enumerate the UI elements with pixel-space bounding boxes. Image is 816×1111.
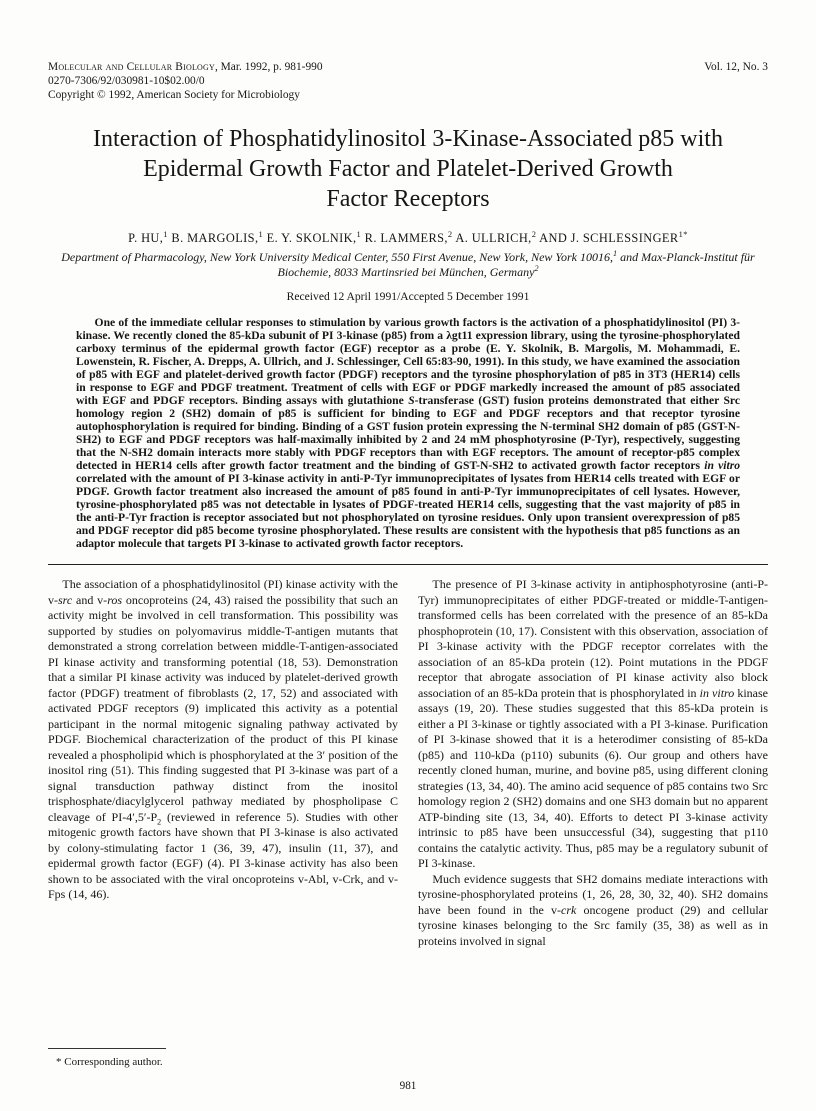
text-run: R. LAMMERS, bbox=[361, 231, 448, 246]
italic-run: S bbox=[408, 394, 415, 408]
text-run: The presence of PI 3-kinase activity in antiphosphotyrosine (anti-P-Tyr) immunoprecipitates of either PDGF-treated or middle-T-antigen-transformed cells has been correlated with the presence of an 85-kDa phosphoprotein (10, 17). Consistent with this observation, association of PI 3-kinase activity with the PDGF receptor correlates with the association of an 85-kDa protein (12). Point mutations in the PDGF receptor that abrogate association of PI kinase activity also block association of an 85-kDa protein that is phosphorylated in bbox=[418, 577, 768, 700]
title-line: Factor Receptors bbox=[326, 186, 490, 212]
italic-run: in vitro bbox=[704, 459, 741, 473]
superscript: 1 bbox=[163, 228, 168, 239]
received-dates: Received 12 April 1991/Accepted 5 December 1991 bbox=[286, 290, 530, 304]
body-column-right bbox=[418, 577, 768, 949]
subscript: 2 bbox=[157, 816, 162, 826]
text-run: kinase assays (19, 20). These studies suggested that this 85-kDa protein is either a PI 3-kinase or tightly associated with a PI 3-kinase. Purification of PI 3-kinase showed that it is a heterodimer consisting of 85-kDa (p85) and 110-kDa (p110) subunits (6). Our group and others have recently cloned human, murine, and bovine p85, using different cloning strategies (13, 34, 40). The amino acid sequence of p85 contains two Src homology region 2 (SH2) domains and one SH3 domain but no apparent ATP-binding site (13, 34, 40). Efforts to detect PI 3-kinase activity intrinsic to p85 have been unsuccessful (34), suggesting that p110 contains the catalytic activity. Thus, p85 may be a regulatory subunit of PI 3-kinase. bbox=[418, 685, 768, 871]
text-run: and v- bbox=[72, 592, 108, 607]
author-list bbox=[48, 230, 768, 246]
body-paragraph bbox=[418, 872, 768, 950]
superscript: 1 bbox=[613, 249, 618, 259]
superscript: 1 bbox=[356, 228, 362, 239]
title-line: Epidermal Growth Factor and Platelet-Derived Growth bbox=[143, 156, 673, 182]
copyright-line: Copyright © 1992, American Society for Microbiology bbox=[48, 89, 300, 101]
italic-run: crk bbox=[561, 902, 577, 917]
text-run: Department of Pharmacology, New York University Medical Center, 550 First Avenue, New York, New York 10016, bbox=[61, 250, 614, 265]
text-run: -transferase (GST) fusion proteins demonstrated that either Src homology region 2 (SH2) domain of p85 is sufficient for binding to EGF and PDGF receptors and that receptor tyrosine autophosphorylation is required for binding. Binding of a GST fusion protein expressing the N-terminal SH2 domain of p85 (GST-N-SH2) to EGF and PDGF receptors was half-maximally inhibited by 2 and 24 mM phosphotyrosine (P-Tyr), respectively, suggesting that the N-SH2 domain interacts more stably with PDGF receptors than with EGF receptors. The amount of receptor-p85 complex detected in HER14 cells after growth factor treatment and the binding of GST-N-SH2 to activated growth factor receptors bbox=[76, 394, 740, 473]
journal-citation bbox=[48, 60, 323, 74]
text-run: AND J. SCHLESSINGER bbox=[536, 231, 679, 246]
text-run: Much evidence suggests that SH2 domains mediate interactions with tyrosine-phosphorylated proteins (1, 26, 28, 30, 32, 40). SH2 domains have been found in the v- bbox=[418, 871, 768, 917]
text-run: The association of a phosphatidylinositol (PI) kinase activity with the v- bbox=[48, 577, 398, 607]
footnote: * Corresponding author. bbox=[56, 1056, 163, 1068]
page-number: 981 bbox=[399, 1080, 417, 1092]
article-title bbox=[48, 124, 768, 214]
journal-name: Molecular and Cellular Biology bbox=[48, 61, 215, 73]
text-run: correlated with the amount of PI 3-kinase activity in anti-P-Tyr immunoprecipitates of lysates from HER14 cells treated with EGF or PDGF. Growth factor treatment also increased the amount of p85 found in anti-P-Tyr immunoprecipitates of cell lysates. However, tyrosine-phosphorylated p85 was not detectable in lysates of PDGF-treated HER14 cells, suggesting that the vast majority of p85 in the anti-P-Tyr fraction is receptor associated but not phosphorylated on tyrosine residues. Only upon transient overexpression of p85 and PDGF receptor did p85 become tyrosine phosphorylated. These results are consistent with the hypothesis that p85 functions as an adaptor molecule that targets PI 3-kinase to activated growth factor receptors. bbox=[76, 472, 740, 551]
header-top-row bbox=[48, 60, 768, 74]
body-paragraph bbox=[418, 577, 768, 872]
text-run: and Max-Planck-Institut für Biochemie, 8033 Martinsried bei München, Germany bbox=[277, 250, 755, 280]
italic-run: in vitro bbox=[699, 685, 735, 700]
text-run: A. ULLRICH, bbox=[452, 231, 532, 246]
section-rule bbox=[48, 564, 768, 565]
text-run: oncoproteins (24, 43) raised the possibility that such an activity might be involved in cell transformation. This possibility was supported by studies on polyomavirus middle-T-antigen mutants that demonstrated a strong correlation between middle-T-antigen-associated PI kinase activity and transforming potential (18, 53). Demonstration that a similar PI kinase activity was induced by platelet-derived growth factor (PDGF) treatment of fibroblasts (2, 17, 52) and associated with activated PDGF receptors (9) implicated this activity as a potential participant in the normal mitogenic signaling pathway activated by PDGF. Biochemical characterization of the product of this PI kinase revealed a phospholipid which is phosphorylated at the 3′ position of the inositol ring (51). This finding suggested that PI 3-kinase was part of a signal transduction pathway distinct from the inositol trisphosphate/diacylglycerol pathway mediated by phospholipase C cleavage of PI-4′,5′-P bbox=[48, 592, 398, 824]
footnote-rule bbox=[48, 1048, 166, 1049]
text-run: E. Y. SKOLNIK, bbox=[263, 231, 357, 246]
issn-line: 0270-7306/92/030981-10$02.00/0 bbox=[48, 75, 205, 87]
text-run: B. MARGOLIS, bbox=[167, 231, 259, 246]
text-run: oncogene product (29) and cellular tyrosine kinases belonging to the Src family (35, 38) as well as in proteins involved in signal bbox=[418, 902, 768, 948]
italic-run: ros bbox=[107, 592, 123, 607]
superscript: 2 bbox=[447, 228, 453, 239]
italic-run: src bbox=[58, 592, 73, 607]
running-header bbox=[48, 60, 768, 102]
affiliations bbox=[58, 250, 758, 280]
superscript: 1* bbox=[678, 228, 688, 239]
text-run: (reviewed in reference 5). Studies with other mitogenic growth factors have shown that PI 3-kinase is also activated by colony-stimulating factor 1 (36, 39, 47), insulin (11, 37), and epidermal growth factor (EGF) (4). PI 3-kinase activity has also been shown to be associated with the viral oncoproteins v-Abl, v-Crk, and v-Fps (14, 46). bbox=[48, 809, 399, 902]
body-column-left bbox=[48, 577, 398, 949]
volume-info: Vol. 12, No. 3 bbox=[704, 61, 768, 73]
superscript: 2 bbox=[534, 264, 539, 274]
text-run: P. HU, bbox=[128, 231, 164, 246]
issue-info: , Mar. 1992, p. 981-990 bbox=[214, 61, 323, 73]
title-line: Interaction of Phosphatidylinositol 3-Kinase-Associated p85 with bbox=[93, 126, 723, 152]
superscript: 1 bbox=[258, 228, 264, 239]
superscript: 2 bbox=[531, 228, 537, 239]
text-run: One of the immediate cellular responses to stimulation by various growth factors is the activation of a phosphatidylinositol (PI) 3-kinase. We recently cloned the 85-kDa subunit of PI 3-kinase (p85) from a λgt11 expression library, using the tyrosine-phosphorylated carboxy terminus of the epidermal growth factor (EGF) receptor as a probe (E. Y. Skolnik, B. Margolis, M. Mohammadi, E. Lowenstein, R. Fischer, A. Drepps, A. Ullrich, and J. Schlessinger, Cell 65:83-90, 1991). In this study, we have examined the association of p85 with EGF and platelet-derived growth factor (PDGF) receptors and the tyrosine phosphorylation of p85 in 3T3 (HER14) cells in response to EGF and PDGF treatment. Treatment of cells with EGF or PDGF markedly increased the amount of p85 associated with EGF and PDGF receptors. Binding assays with glutathione bbox=[76, 316, 740, 408]
body-columns bbox=[48, 577, 768, 949]
body-paragraph bbox=[48, 577, 398, 903]
abstract bbox=[76, 316, 740, 550]
